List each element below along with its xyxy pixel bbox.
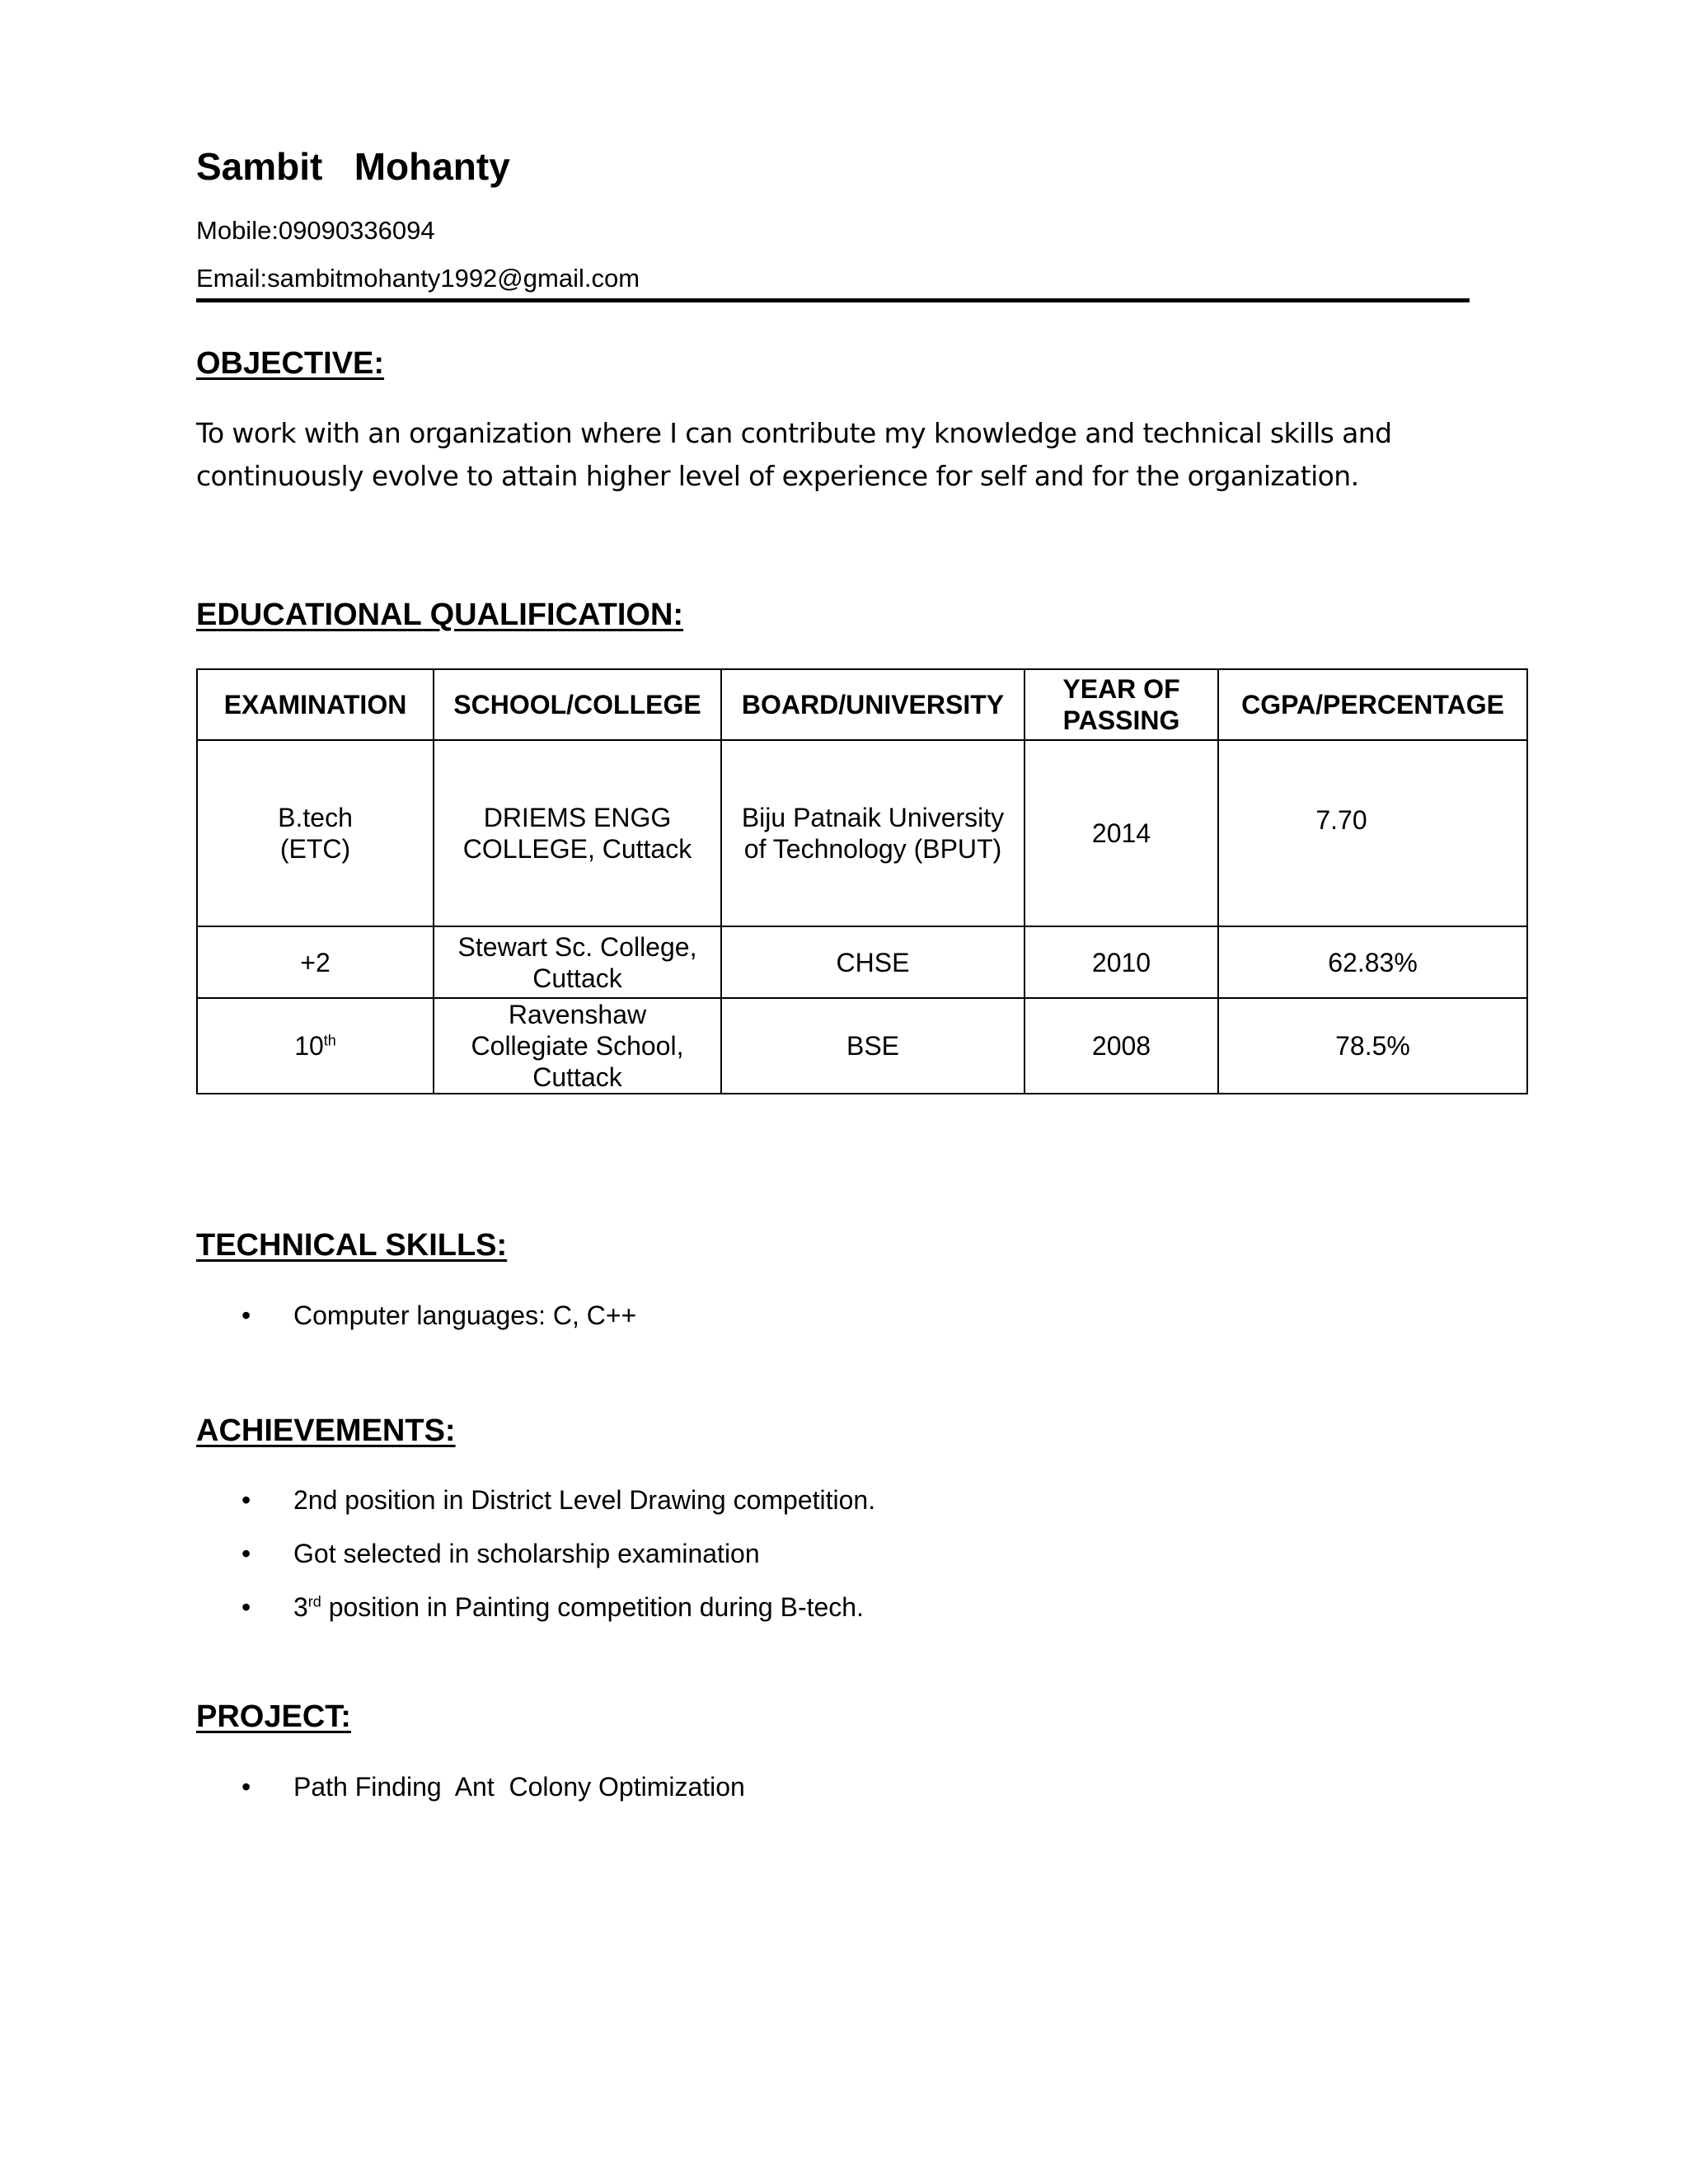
table-cell: +2 [197, 926, 434, 998]
education-heading: EDUCATIONAL QUALIFICATION: [196, 598, 684, 632]
email-address: Email:sambitmohanty1992@gmail.com [196, 264, 640, 293]
col-header: YEAR OF PASSING [1025, 669, 1218, 740]
education-table [196, 668, 1528, 1094]
list-item: • 2nd position in District Level Drawing competition. [241, 1485, 876, 1515]
table-cell: Stewart Sc. College, Cuttack [434, 926, 721, 998]
objective-heading: OBJECTIVE: [196, 346, 385, 381]
table-cell: 62.83% [1218, 926, 1527, 998]
col-header: EXAMINATION [197, 669, 434, 740]
table-cell: 2014 [1025, 740, 1218, 926]
table-row [197, 740, 1527, 926]
table-cell: DRIEMS ENGG COLLEGE, Cuttack [434, 740, 721, 926]
table-cell: Biju Patnaik University of Technology (BPUT) [721, 740, 1025, 926]
project-list [196, 1772, 745, 1825]
list-item: • Got selected in scholarship examination [241, 1539, 760, 1568]
mobile-number: Mobile:09090336094 [196, 216, 435, 245]
table-cell: 10th [197, 998, 434, 1094]
table-cell: 78.5% [1218, 998, 1527, 1094]
bullet-icon: • [241, 1772, 251, 1802]
table-cell: BSE [721, 998, 1025, 1094]
bullet-icon: • [241, 1592, 251, 1622]
skills-heading: TECHNICAL SKILLS: [196, 1228, 508, 1263]
list-item: • 3rd position in Painting competition during B-tech. [241, 1592, 864, 1622]
list-item: • Path Finding Ant Colony Optimization [241, 1772, 745, 1802]
col-header: CGPA/PERCENTAGE [1218, 669, 1527, 740]
table-row [197, 926, 1527, 998]
table-cell: 2010 [1025, 926, 1218, 998]
achievements-heading: ACHIEVEMENTS: [196, 1413, 456, 1448]
table-row [197, 998, 1527, 1094]
col-header: SCHOOL/COLLEGE [434, 669, 721, 740]
project-heading: PROJECT: [196, 1699, 351, 1734]
table-cell: 2008 [1025, 998, 1218, 1094]
col-header: BOARD/UNIVERSITY [721, 669, 1025, 740]
skills-list [196, 1301, 636, 1354]
candidate-name: Sambit Mohanty [196, 145, 510, 188]
bullet-icon: • [241, 1301, 251, 1330]
objective-text: To work with an organization where I can contribute my knowledge and technical skills and continuously evolve to attain higher level of experience for self and for the organization. [196, 417, 1392, 492]
table-cell: Ravenshaw Collegiate School, Cuttack [434, 998, 721, 1094]
bullet-icon: • [241, 1539, 251, 1568]
table-cell: B.tech (ETC) [197, 740, 434, 926]
bullet-icon: • [241, 1485, 251, 1515]
achievements-list [196, 1485, 875, 1646]
table-cell: 7.70 [1218, 740, 1527, 926]
table-cell: CHSE [721, 926, 1025, 998]
list-item: • Computer languages: C, C++ [241, 1301, 637, 1330]
header-divider [196, 298, 1470, 302]
table-header-row [197, 669, 1527, 740]
